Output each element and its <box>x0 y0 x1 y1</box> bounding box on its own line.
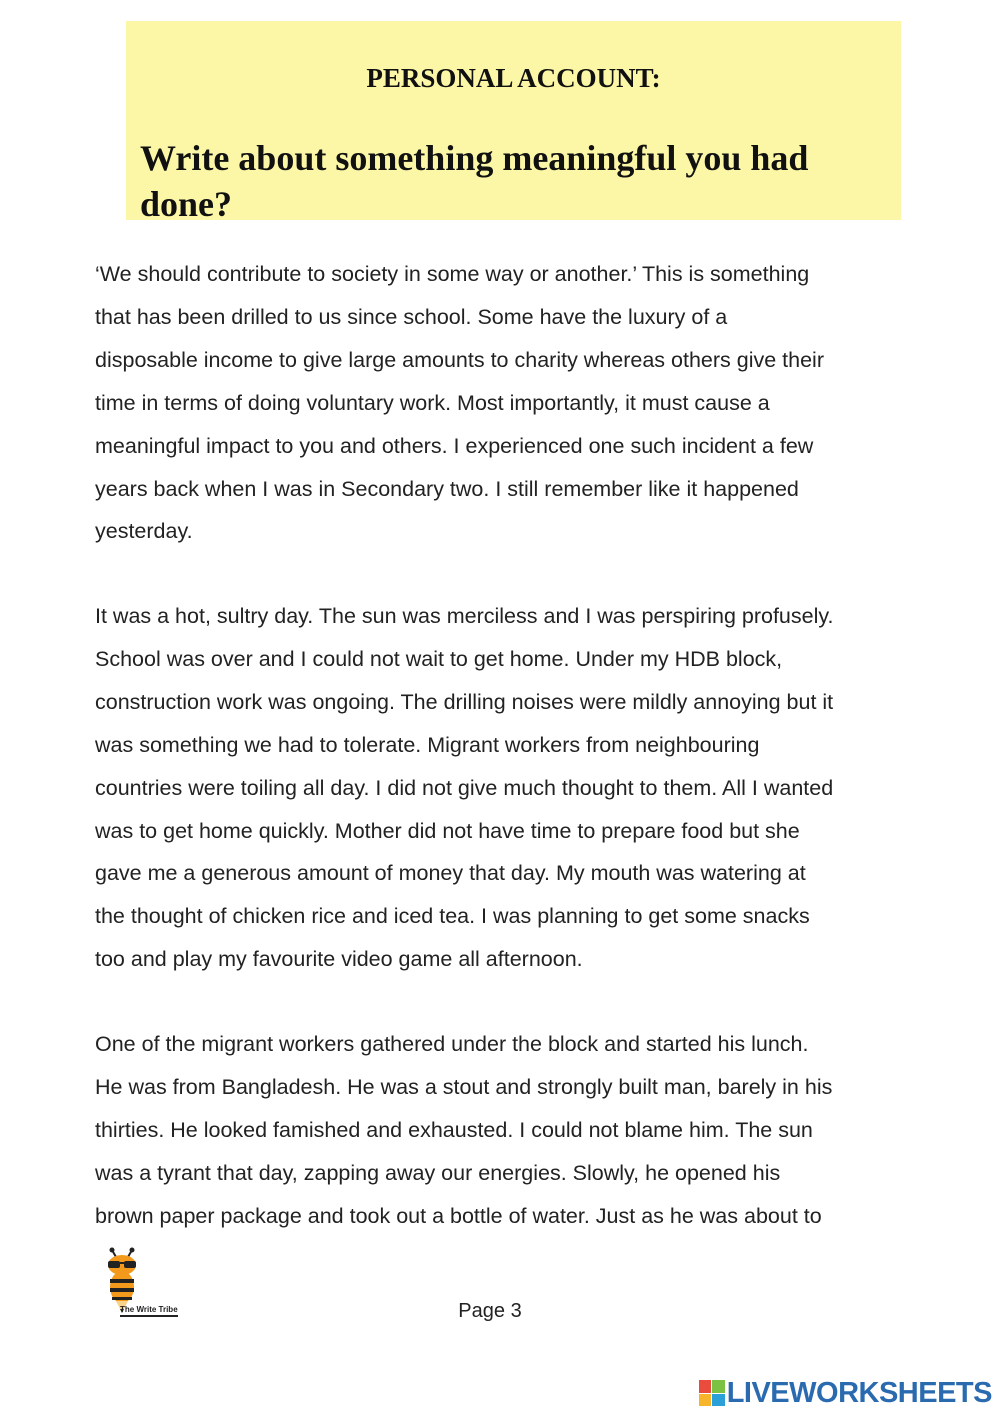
body-line: years back when I was in Secondary two. I still remember like it happened <box>95 477 799 501</box>
essay-question-line: Write about something meaningful you had <box>140 138 809 178</box>
body-line: was to get home quickly. Mother did not have time to prepare food but she <box>95 819 800 843</box>
essay-question-line: done? <box>140 184 233 224</box>
liveworksheets-logo-icon <box>699 1380 725 1406</box>
body-line: time in terms of doing voluntary work. Most importantly, it must cause a <box>95 391 770 415</box>
body-line: construction work was ongoing. The drilling noises were mildly annoying but it <box>95 690 834 714</box>
body-line: was something we had to tolerate. Migrant workers from neighbouring <box>95 733 760 757</box>
liveworksheets-brand[interactable] <box>699 1375 992 1411</box>
section-heading: PERSONAL ACCOUNT: <box>366 63 661 93</box>
logo-caption: The Write Tribe <box>120 1305 178 1317</box>
essay-question <box>140 135 880 227</box>
body-line: was a tyrant that day, zapping away our energies. Slowly, he opened his <box>95 1161 781 1185</box>
body-line: that has been drilled to us since school. Some have the luxury of a <box>95 305 728 329</box>
body-line: the thought of chicken rice and iced tea. I was planning to get some snacks <box>95 904 810 928</box>
body-line: thirties. He looked famished and exhausted. I could not blame him. The sun <box>95 1118 813 1142</box>
body-line: too and play my favourite video game all afternoon. <box>95 947 583 971</box>
page-number: Page 3 <box>458 1300 522 1322</box>
body-line: meaningful impact to you and others. I experienced one such incident a few <box>95 434 814 458</box>
body-line: countries were toiling all day. I did not give much thought to them. All I wanted <box>95 776 834 800</box>
brand-name: LIVEWORKSHEETS <box>726 1376 992 1409</box>
body-line: ‘We should contribute to society in some way or another.’ This is something <box>95 262 810 286</box>
body-line: gave me a generous amount of money that day. My mouth was watering at <box>95 861 806 885</box>
body-line: One of the migrant workers gathered under the block and started his lunch. <box>95 1032 809 1056</box>
body-line: brown paper package and took out a bottle of water. Just as he was about to <box>95 1204 822 1228</box>
body-line: School was over and I could not wait to get home. Under my HDB block, <box>95 647 783 671</box>
body-line: yesterday. <box>95 519 193 543</box>
body-line: He was from Bangladesh. He was a stout and strongly built man, barely in his <box>95 1075 833 1099</box>
title-box <box>126 21 901 224</box>
body-line: It was a hot, sultry day. The sun was merciless and I was perspiring profusely. <box>95 604 834 628</box>
body-line: disposable income to give large amounts to charity whereas others give their <box>95 348 824 372</box>
